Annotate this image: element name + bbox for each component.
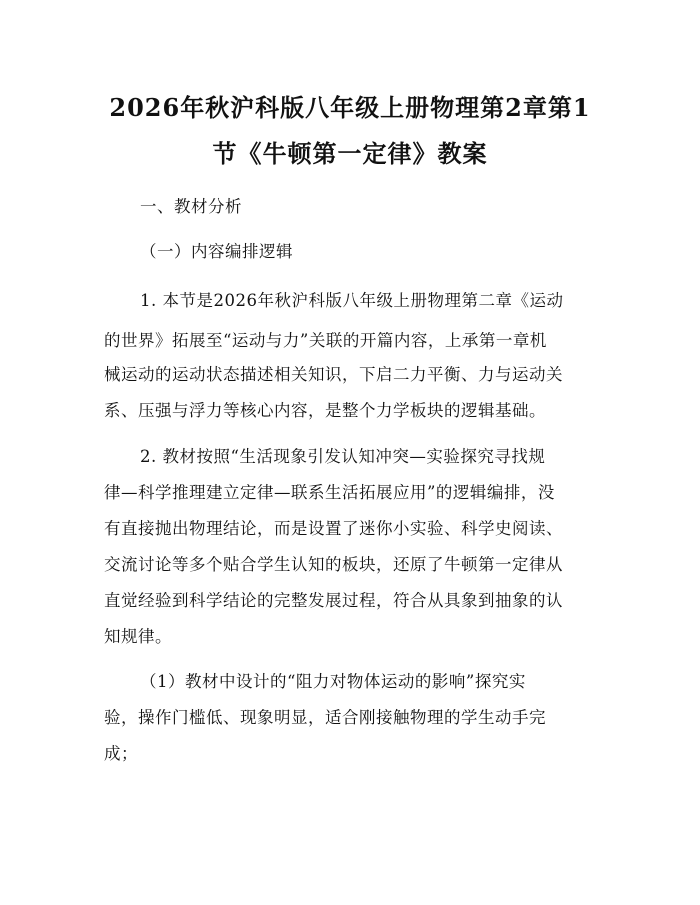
paragraph-3-line-3: 成； [104,744,138,763]
paragraph-2-line-6: 知规律。 [104,627,172,646]
section-heading: 一、教材分析 [140,197,242,216]
paragraph-3-line-2: 验，操作门槛低、现象明显，适合刚接触物理的学生动手完 [104,708,546,727]
paragraph-1-line-1: 1. 本节是2026年秋沪科版八年级上册物理第二章《运动 [140,291,564,310]
paragraph-1-line-3: 械运动的运动状态描述相关知识，下启二力平衡、力与运动关 [104,365,563,384]
paragraph-2-line-2: 律—科学推理建立定律—联系生活拓展应用”的逻辑编排，没 [104,483,555,502]
paragraph-2-line-5: 直觉经验到科学结论的完整发展过程，符合从具象到抽象的认 [104,591,563,610]
paragraph-1-line-4: 系、压强与浮力等核心内容，是整个力学板块的逻辑基础。 [104,401,546,420]
title-line-2: 节《牛顿第一定律》教案 [212,139,488,168]
paragraph-2-line-3: 有直接抛出物理结论，而是设置了迷你小实验、科学史阅读、 [104,519,563,538]
paragraph-2-line-1: 2. 教材按照“生活现象引发认知冲突—实验探究寻找规 [140,447,546,466]
subsection-heading: （一）内容编排逻辑 [140,242,293,261]
paragraph-2-line-4: 交流讨论等多个贴合学生认知的板块，还原了牛顿第一定律从 [104,555,563,574]
paragraph-3-line-1: （1）教材中设计的“阻力对物体运动的影响”探究实 [140,672,526,691]
title-line-1: 2026年秋沪科版八年级上册物理第2章第1 [109,93,591,122]
paragraph-1-line-2: 的世界》拓展至“运动与力”关联的开篇内容，上承第一章机 [104,331,547,350]
